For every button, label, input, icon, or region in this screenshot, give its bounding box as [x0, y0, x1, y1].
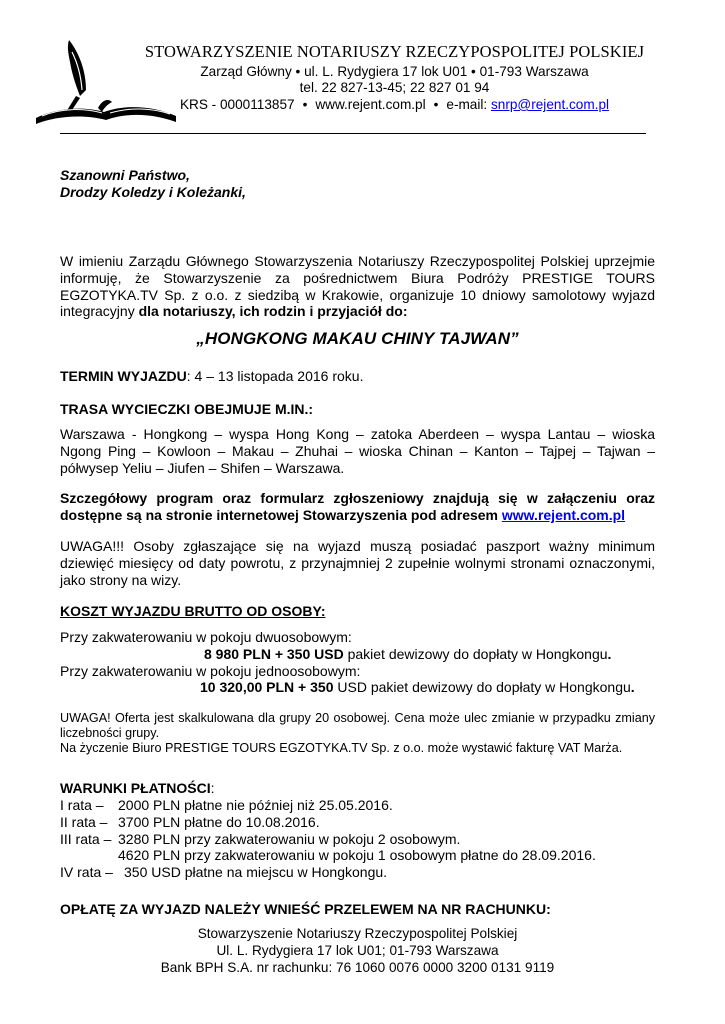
double-room-price: 8 980 PLN + 350 USD	[204, 645, 344, 662]
trip-headline: „HONGKONG MAKAU CHINY TAJWAN”	[196, 329, 519, 348]
rate-label: IV rata –	[60, 864, 113, 881]
header-website: www.rejent.com.pl	[315, 97, 426, 112]
bullet-separator: •	[433, 97, 439, 112]
list-item	[60, 831, 655, 848]
bank-line-3: Bank BPH S.A. nr rachunku: 76 1060 0076 0000 3200 0131 9119	[160, 960, 555, 975]
payment-terms-heading-text: WARUNKI PŁATNOŚCI	[60, 780, 211, 796]
rate-label: III rata –	[60, 830, 112, 847]
list-item	[60, 864, 655, 881]
header-krs: KRS - 0000113857	[179, 97, 295, 112]
rate-label: II rata –	[60, 813, 108, 830]
list-item	[60, 797, 655, 814]
greeting	[60, 167, 655, 201]
header-email-label: e-mail:	[446, 97, 491, 112]
offer-notice-line-2: Na życzenie Biuro PRESTIGE TOURS EGZOTYKA.TV Sp. z o.o. może wystawić fakturę VAT Marża.	[60, 741, 623, 756]
program-paragraph	[60, 490, 655, 524]
route-text: Warszawa - Hongkong – wyspa Hong Kong – zatoka Aberdeen – wyspa Lantau – wioska Ngong Ping – Kowloon – Makau – Zhuhai – wioska Chinan – Kanton – Tajpej – Tajwan – półwysep Yeliu – Jiufen – Shifen – Warszawa.	[60, 426, 655, 476]
double-room-dot: .	[607, 645, 612, 662]
passport-notice: UWAGA!!! Osoby zgłaszające się na wyjazd muszą posiadać paszport ważny minimum dziewięć miesięcy od daty powrotu, z przynajmniej 2 zupełnie wolnymi stronami oznaczonymi, jako strony na wizy.	[60, 538, 655, 588]
greeting-line-2: Drodzy Koledzy i Koleżanki,	[60, 183, 246, 200]
header-divider	[60, 133, 646, 134]
single-room-dot: .	[630, 679, 635, 696]
rate-label	[60, 847, 118, 864]
rate-text: 3280 PLN przy zakwaterowaniu w pokoju 2 osobowym.	[118, 830, 461, 847]
bank-details	[60, 925, 655, 976]
program-text: Szczegółowy program oraz formularz zgłoszeniowy znajdują się w załączeniu oraz dostępne są na stronie internetowej Stowarzyszenia pod adresem	[60, 490, 655, 523]
header-contact-line	[110, 97, 679, 112]
payment-terms-heading	[60, 780, 655, 797]
rate-text: 4620 PLN przy zakwaterowaniu w pokoju 1 osobowym płatne do 28.09.2016.	[118, 847, 596, 864]
transfer-heading: OPŁATĘ ZA WYJAZD NALEŻY WNIEŚĆ PRZELEWEM NA NR RACHUNKU:	[60, 901, 551, 917]
program-website-link[interactable]: www.rejent.com.pl	[501, 506, 626, 523]
bank-line-1: Stowarzyszenie Notariuszy Rzeczypospolitej Polskiej	[197, 926, 518, 941]
header-phone: tel. 22 827-13-45; 22 827 01 94	[299, 80, 490, 95]
single-room-price-line	[60, 679, 655, 696]
rate-text: 2000 PLN płatne nie później niż 25.05.2016.	[118, 797, 393, 813]
offer-notice	[60, 711, 655, 757]
cost-details	[60, 629, 655, 696]
payment-terms-list	[60, 797, 655, 881]
cost-heading: KOSZT WYJAZDU BRUTTO OD OSOBY:	[60, 603, 326, 619]
bank-line-2: Ul. L. Rydygiera 17 lok U01; 01-793 Warszawa	[216, 943, 499, 958]
bullet-separator: •	[302, 97, 308, 112]
rate-text: 3700 PLN płatne do 10.08.2016.	[118, 813, 320, 830]
intro-bold-text: dla notariuszy, ich rodzin i przyjaciół do:	[138, 303, 408, 320]
greeting-line-1: Szanowni Państwo,	[60, 167, 190, 183]
departure-date-label: TERMIN WYJAZDU	[60, 368, 187, 384]
double-room-suffix: pakiet dewizowy do dopłaty w Hongkongu	[343, 645, 608, 662]
rate-label: I rata –	[60, 797, 104, 813]
single-room-suffix: USD pakiet dewizowy do dopłaty w Hongkongu	[333, 679, 631, 696]
organization-name: STOWARZYSZENIE NOTARIUSZY RZECZYPOSPOLITEJ POLSKIEJ	[144, 42, 645, 61]
intro-paragraph	[60, 253, 655, 320]
rate-text: 350 USD płatne na miejscu w Hongkongu.	[124, 864, 388, 881]
double-room-price-line	[60, 646, 655, 663]
list-item	[60, 847, 655, 864]
list-item	[60, 814, 655, 831]
header-email-link[interactable]: snrp@rejent.com.pl	[490, 97, 610, 112]
double-room-label: Przy zakwaterowaniu w pokoju dwuosobowym:	[60, 629, 352, 645]
departure-date-value: : 4 – 13 listopada 2016 roku.	[186, 368, 364, 384]
single-room-price: 10 320,00 PLN + 350	[200, 679, 334, 696]
offer-notice-line-1: UWAGA! Oferta jest skalkulowana dla grupy 20 osobowej. Cena może ulec zmianie w przypadku zmiany liczebności grupy.	[60, 711, 655, 741]
payment-terms-colon: :	[210, 780, 215, 796]
route-heading: TRASA WYCIECZKI OBEJMUJE M.IN.:	[60, 401, 314, 417]
header-address: Zarząd Główny • ul. L. Rydygiera 17 lok U01 • 01-793 Warszawa	[200, 64, 589, 79]
single-room-label: Przy zakwaterowaniu w pokoju jednoosobowym:	[60, 662, 361, 679]
intro-text: W imieniu Zarządu Głównego Stowarzyszenia Notariuszy Rzeczypospolitej Polskiej uprzejmie informuję, że Stowarzyszenie za pośrednictwem Biura Podróży PRESTIGE TOURS EGZOTYKA.TV Sp. z o.o. z siedzibą w Krakowie, organizuje 10 dniowy samolotowy wyjazd integracyjny	[60, 253, 655, 320]
departure-date	[60, 368, 655, 385]
